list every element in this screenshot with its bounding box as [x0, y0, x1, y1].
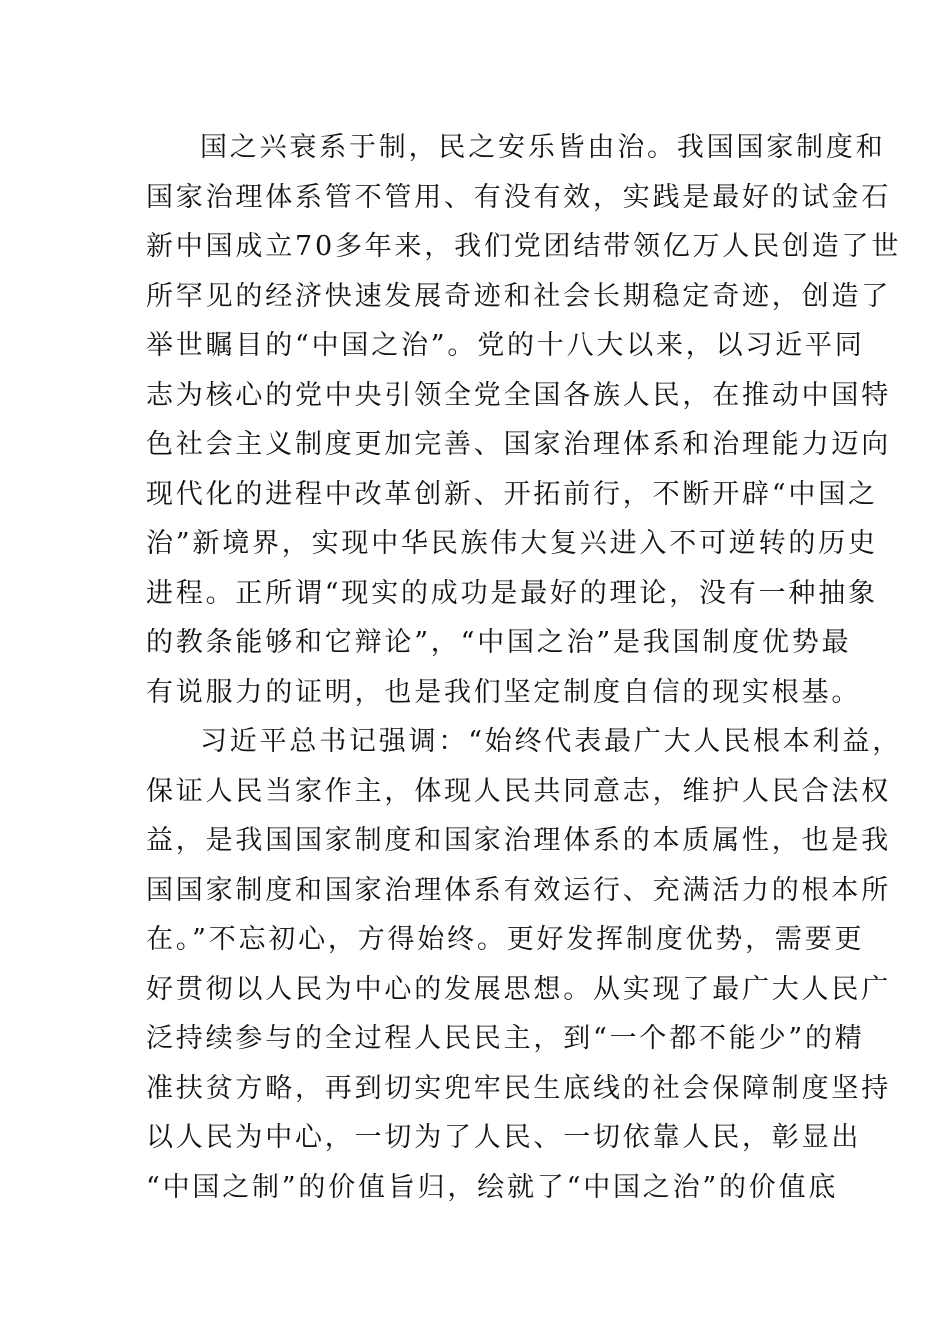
text-line: 习近平总书记强调：“始终代表最广大人民根本利益，: [200, 726, 903, 757]
text-line: 好贯彻以人民为中心的发展思想。从实现了最广大人民广: [146, 973, 891, 1005]
text-line: 保证人民当家作主，体现人民共同意志，维护人民合法权: [146, 775, 891, 807]
text-line: 现代化的进程中改革创新、开拓前行，不断开辟“中国之: [146, 478, 878, 510]
text-line: 准扶贫方略，再到切实兜牢民生底线的社会保障制度坚持: [146, 1072, 891, 1104]
text-line: 新中国成立70多年来，我们党团结带领亿万人民创造了世: [146, 231, 902, 262]
text-line: 国之兴衰系于制，民之安乐皆由治。我国国家制度和: [200, 132, 886, 163]
paragraph-2: [146, 717, 903, 1212]
text-line: 益，是我国国家制度和国家治理体系的本质属性，也是我: [146, 825, 891, 856]
text-line: 治”新境界，实现中华民族伟大复兴进入不可逆转的历史: [146, 528, 878, 559]
text-line: 色社会主义制度更加完善、国家治理体系和治理能力迈向: [146, 429, 891, 460]
text-line: 国国家制度和国家治理体系有效运行、充满活力的根本所: [146, 874, 891, 906]
text-line: 志为核心的党中央引领全党全国各族人民，在推动中国特: [146, 379, 891, 411]
text-line: 泛持续参与的全过程人民民主，到“一个都不能少”的精: [146, 1023, 865, 1054]
text-line: 的教条能够和它辩论”，“中国之治”是我国制度优势最: [146, 627, 852, 658]
text-line: 举世瞩目的“中国之治”。党的十八大以来，以习近平同: [146, 330, 865, 361]
text-line: 有说服力的证明，也是我们坚定制度自信的现实根基。: [146, 676, 862, 708]
text-line: 所罕见的经济快速发展奇迹和社会长期稳定奇迹，创造了: [146, 280, 891, 312]
text-line: 进程。正所谓“现实的成功是最好的理论，没有一种抽象: [146, 577, 878, 609]
paragraph-1: [146, 123, 902, 717]
text-line: 以人民为中心，一切为了人民、一切依靠人民，彰显出: [146, 1122, 862, 1153]
text-line: 国家治理体系管不管用、有没有效，实践是最好的试金石: [146, 181, 891, 213]
document-body: [146, 123, 903, 1212]
text-line: 在。”不忘初心，方得始终。更好发挥制度优势，需要更: [146, 924, 865, 955]
text-line: “中国之制”的价值旨归，绘就了“中国之治”的价值底: [146, 1171, 839, 1203]
